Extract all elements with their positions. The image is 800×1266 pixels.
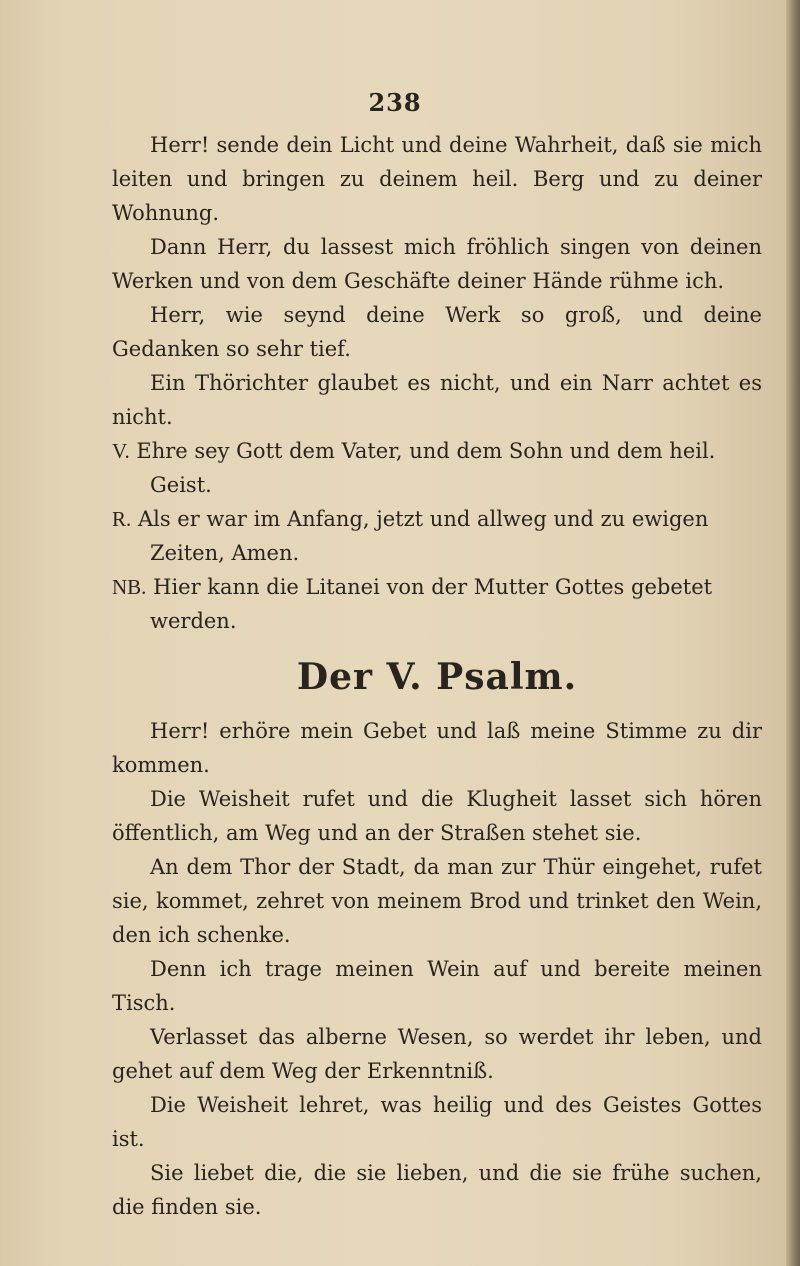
page-text xyxy=(112,128,762,1224)
versicle-text: Ehre sey Gott dem Vater, und dem Sohn und dem heil. Geist. xyxy=(136,439,716,497)
paragraph: Dann Herr, du lassest mich fröhlich singen von deinen Werken und von dem Geschäfte deiner Hände rühme ich. xyxy=(112,235,762,293)
page-number: 238 xyxy=(368,88,422,117)
versicle xyxy=(112,434,762,502)
psalm-verse: Sie liebet die, die sie lieben, und die sie frühe suchen, die finden sie. xyxy=(112,1161,762,1219)
psalm-verse: Die Weisheit lehret, was heilig und des Geistes Gottes ist. xyxy=(112,1093,762,1151)
nota-bene xyxy=(112,570,762,638)
psalm-verse: Die Weisheit rufet und die Klugheit lasset sich hören öffentlich, am Weg und an der Straßen stehet sie. xyxy=(112,787,762,845)
paragraph: Ein Thörichter glaubet es nicht, und ein Narr achtet es nicht. xyxy=(112,371,762,429)
response xyxy=(112,502,762,570)
versicle-marker: V. xyxy=(112,439,130,463)
psalm-verse: Denn ich trage meinen Wein auf und bereite meinen Tisch. xyxy=(112,957,762,1015)
paragraph: Herr, wie seynd deine Werk so groß, und deine Gedanken so sehr tief. xyxy=(112,303,762,361)
nota-bene-marker: NB. xyxy=(112,575,147,599)
psalm-heading: Der V. Psalm. xyxy=(296,656,578,698)
response-marker: R. xyxy=(112,507,132,531)
psalm-verse: Verlasset das alberne Wesen, so werdet ihr leben, und gehet auf dem Weg der Erkenntniß. xyxy=(112,1025,762,1083)
psalm-verse: An dem Thor der Stadt, da man zur Thür eingehet, rufet sie, kommet, zehret von meinem Brod und trinket den Wein, den ich schenke. xyxy=(112,855,762,947)
psalm-verse: Herr! erhöre mein Gebet und laß meine Stimme zu dir kommen. xyxy=(112,719,762,777)
page-edge-shadow xyxy=(786,0,800,1266)
response-text: Als er war im Anfang, jetzt und allweg und zu ewigen Zeiten, Amen. xyxy=(137,507,709,565)
paragraph: Herr! sende dein Licht und deine Wahrheit, daß sie mich leiten und bringen zu deinem heil. Berg und zu deiner Wohnung. xyxy=(112,133,762,225)
nota-bene-text: Hier kann die Litanei von der Mutter Gottes gebetet werden. xyxy=(150,575,713,633)
